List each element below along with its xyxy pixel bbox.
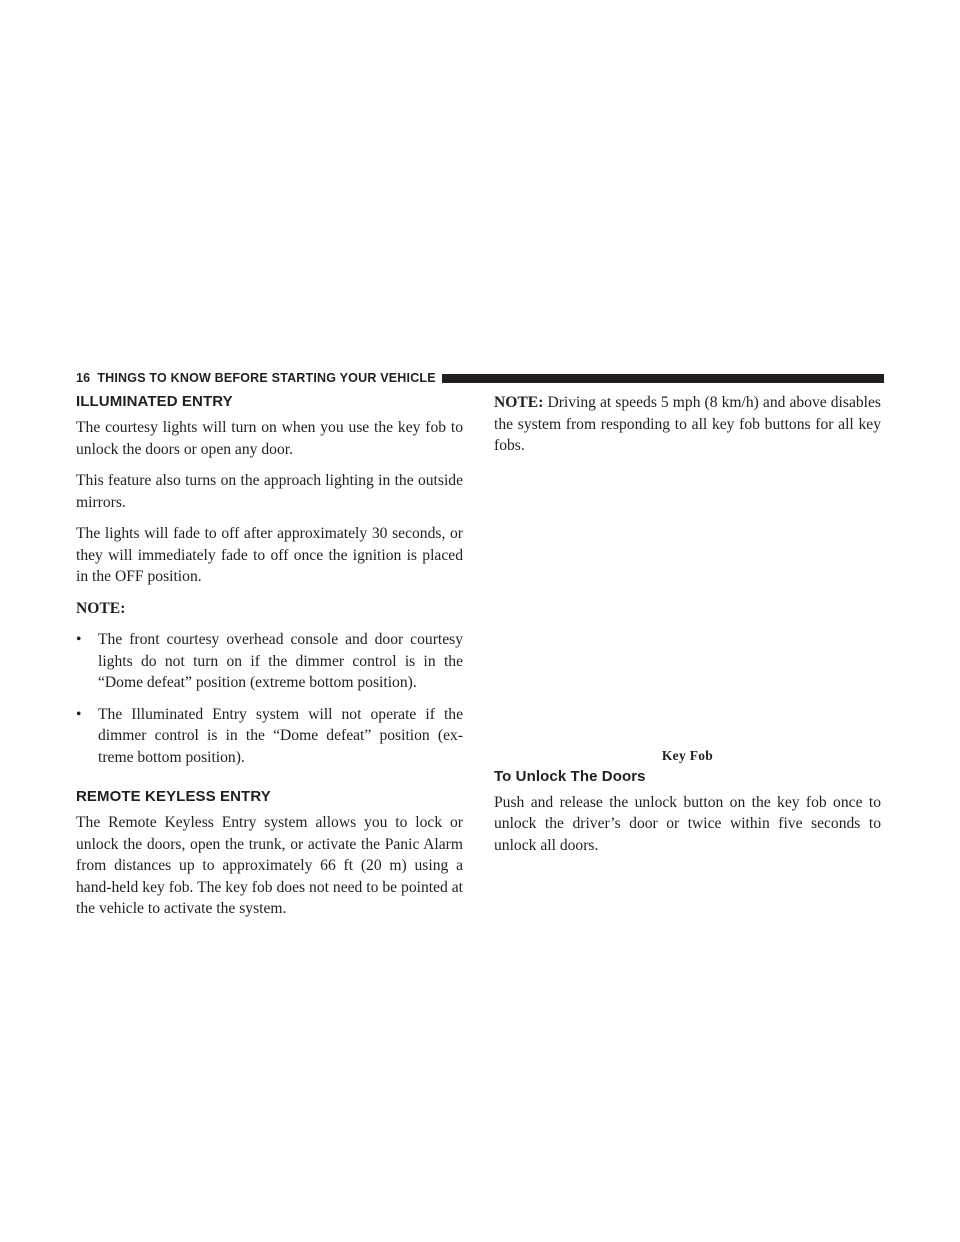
illuminated-paragraph-3: The lights will fade to off after approximately 30 seconds, or they will immediately fade to off once the ignition is placed in the OFF position. [76, 525, 463, 585]
remote-keyless-entry-heading: REMOTE KEYLESS ENTRY [76, 788, 271, 805]
speed-note-paragraph [494, 392, 881, 457]
key-fob-figure [494, 457, 881, 747]
bullet-marker: • [76, 631, 82, 648]
bullet-text: The front courtesy overhead console and door courtesy lights do not turn on if the dimmer control is in the “Dome defeat” position (extreme bottom position). [98, 631, 463, 691]
page-number: 16 [76, 371, 91, 385]
illuminated-entry-heading: ILLUMINATED ENTRY [76, 393, 233, 410]
right-column [494, 392, 881, 856]
unlock-doors-heading: To Unlock The Doors [494, 767, 646, 785]
page-header [76, 368, 884, 388]
figure-caption: Key Fob [661, 747, 714, 763]
remote-keyless-paragraph: The Remote Keyless Entry system allows you to lock or unlock the doors, open the trunk, or activate the Panic Alarm from distances up to approximately 66 ft (20 m) using a hand-held key fob. The key fob does not need to be pointed at the vehicle to activate the system. [76, 814, 463, 917]
note-label-inline: NOTE: [494, 394, 544, 411]
chapter-title: THINGS TO KNOW BEFORE STARTING YOUR VEHICLE [97, 371, 436, 385]
illuminated-paragraph-1: The courtesy lights will turn on when you use the key fob to unlock the doors or open any door. [76, 419, 463, 458]
speed-note-text: Driving at speeds 5 mph (8 km/h) and above disables the system from responding to all key fob buttons for all key fobs. [494, 394, 881, 454]
list-item [76, 629, 463, 694]
bullet-marker: • [76, 705, 82, 723]
unlock-doors-paragraph: Push and release the unlock button on the key fob once to unlock the driver’s door or twice within five seconds to unlock all doors. [494, 793, 881, 854]
list-item [76, 704, 463, 769]
note-bullet-list [76, 629, 463, 768]
header-rule [442, 374, 884, 383]
bullet-text: The Illuminated Entry system will not operate if the dimmer control is in the “Dome defeat” position (ex-treme bottom position). [98, 705, 463, 766]
illuminated-paragraph-2: This feature also turns on the approach lighting in the outside mirrors. [76, 472, 463, 511]
left-column [76, 392, 463, 920]
note-label: NOTE: [76, 599, 126, 617]
